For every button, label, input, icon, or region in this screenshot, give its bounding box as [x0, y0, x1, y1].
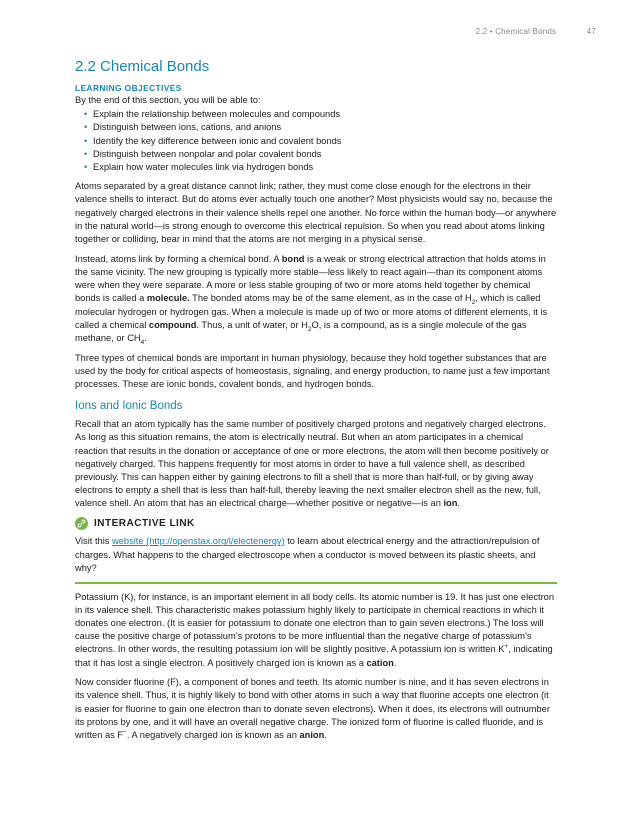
list-item: • Explain how water molecules link via hydrogen bonds — [85, 161, 557, 174]
objectives-list — [75, 108, 557, 174]
paragraph-fluorine: Now consider fluorine (F), a component of bones and teeth. Its atomic number is nine, and it has seven electrons in its valence shell. Thus, it is highly likely to bond with other atoms in such a way that fluorine accepts one electron (it is easier for fluorine to gain one electron than to donate seven electrons). When it does, its electrons will outnumber its protons by one, and it will have an overall negative charge. The ionized form of fluorine is called fluoride, and is written as F−. A negatively charged ion is known as an anion. — [75, 677, 550, 741]
website-link[interactable]: website (http://openstax.org/l/electenergy) — [112, 536, 285, 547]
paragraph-chemical-bond: Instead, atoms link by forming a chemical bond. A bond is a weak or strong electrical attraction that holds atoms in the same vicinity. The new grouping is typically more stable—less likely to react again—than its component atoms were when they were separate. A more or less stable grouping of two or more atoms held together by chemical bonds is called a molecule. The bonded atoms may be of the same element, as in the case of $H_2$, which is called molecular hydrogen or hydrogen gas. When a molecule is made up of two or more atoms of different elements, it is called a chemical compound. Thus, a unit of water, or $H_2O$, is a compound, as is a single molecule of the gas methane, or $CH_4$. — [75, 253, 548, 346]
list-item: • Explain the relationship between molecules and compounds — [85, 108, 557, 121]
term-anion: anion — [299, 730, 325, 741]
list-item: • Identify the key difference between ionic and covalent bonds — [85, 135, 557, 148]
interactive-link-text: Visit this website (http://openstax.org/l/electenergy) to learn about electrical energy and the attraction/repulsion of charges. What happens to the charged electroscope when a conductor is moved between its plastic sheets, and why? — [75, 536, 540, 573]
term-compound: compound — [148, 319, 197, 330]
page-number: 47 — [586, 27, 596, 36]
list-item: • Distinguish between nonpolar and polar covalent bonds — [85, 148, 557, 161]
interactive-divider — [75, 582, 557, 584]
running-head — [476, 27, 596, 36]
page-content — [75, 58, 557, 749]
learning-objectives-heading: LEARNING OBJECTIVES — [75, 83, 182, 93]
objectives-intro: By the end of this section, you will be able to: — [75, 95, 261, 105]
link-icon — [75, 517, 88, 530]
paragraph-three-bond-types: Three types of chemical bonds are important in human physiology, because they hold together substances that are used by the body for critical aspects of homeostasis, signaling, and energy production, to name just a few important processes. These are ionic bonds, covalent bonds, and hydrogen bonds. — [75, 352, 550, 390]
running-title: 2.2 • Chemical Bonds — [475, 27, 557, 36]
list-item: • Distinguish between ions, cations, and anions — [85, 121, 557, 134]
interactive-link-header — [75, 517, 557, 530]
interactive-link-title: INTERACTIVE LINK — [94, 518, 195, 530]
term-bond: bond — [281, 253, 305, 264]
term-cation: cation — [366, 657, 394, 668]
term-molecule: molecule. — [146, 293, 190, 304]
subsection-title: Ions and Ionic Bonds — [75, 400, 183, 413]
paragraph-potassium: Potassium (K), for instance, is an important element in all body cells. Its atomic number is 19. It has just one electron in its valence shell. This characteristic makes potassium highly likely to participate in chemical reactions in which it donates one electron. (It is easier for potassium to donate one electron than to gain seven electrons.) The loss will cause the positive charge of potassium’s protons to be more influential than the negative charge of potassium’s electrons. In other words, the resulting potassium ion will be slightly positive. A potassium ion is written K+, indicating that it has lost a single electron. A positively charged ion is known as a cation. — [75, 591, 555, 668]
section-title: 2.2 Chemical Bonds — [75, 58, 210, 75]
paragraph-ions: Recall that an atom typically has the same number of positively charged protons and negatively charged electrons. As long as this situation remains, the atom is electrically neutral. But when an atom participates in a chemical reaction that results in the donation or acceptance of one or more electrons, the atom will then become positively or negatively charged. This happens frequently for most atoms in order to have a full valence shell, as described previously. This can happen either by gaining electrons to fill a shell that is more than half-full, or by giving away electrons to empty a shell that is less than half-full, thereby leaving the next smaller electron shell as the new, full, valence shell. An atom that has an electrical charge—whether positive or negative—is an ion. — [75, 419, 549, 509]
paragraph-atoms-separated: Atoms separated by a great distance cannot link; rather, they must come close enough for the electrons in their valence shells to interact. But do atoms ever actually touch one another? Most physicists would say no, because the negatively charged electrons in their valence shells repel one another. No force within the human body—or anywhere in the natural world—is strong enough to overcome this electrical repulsion. So when you read about atoms linking together or colliding, bear in mind that the atoms are not merging in a physical sense. — [75, 181, 557, 245]
term-ion: ion — [443, 498, 458, 509]
